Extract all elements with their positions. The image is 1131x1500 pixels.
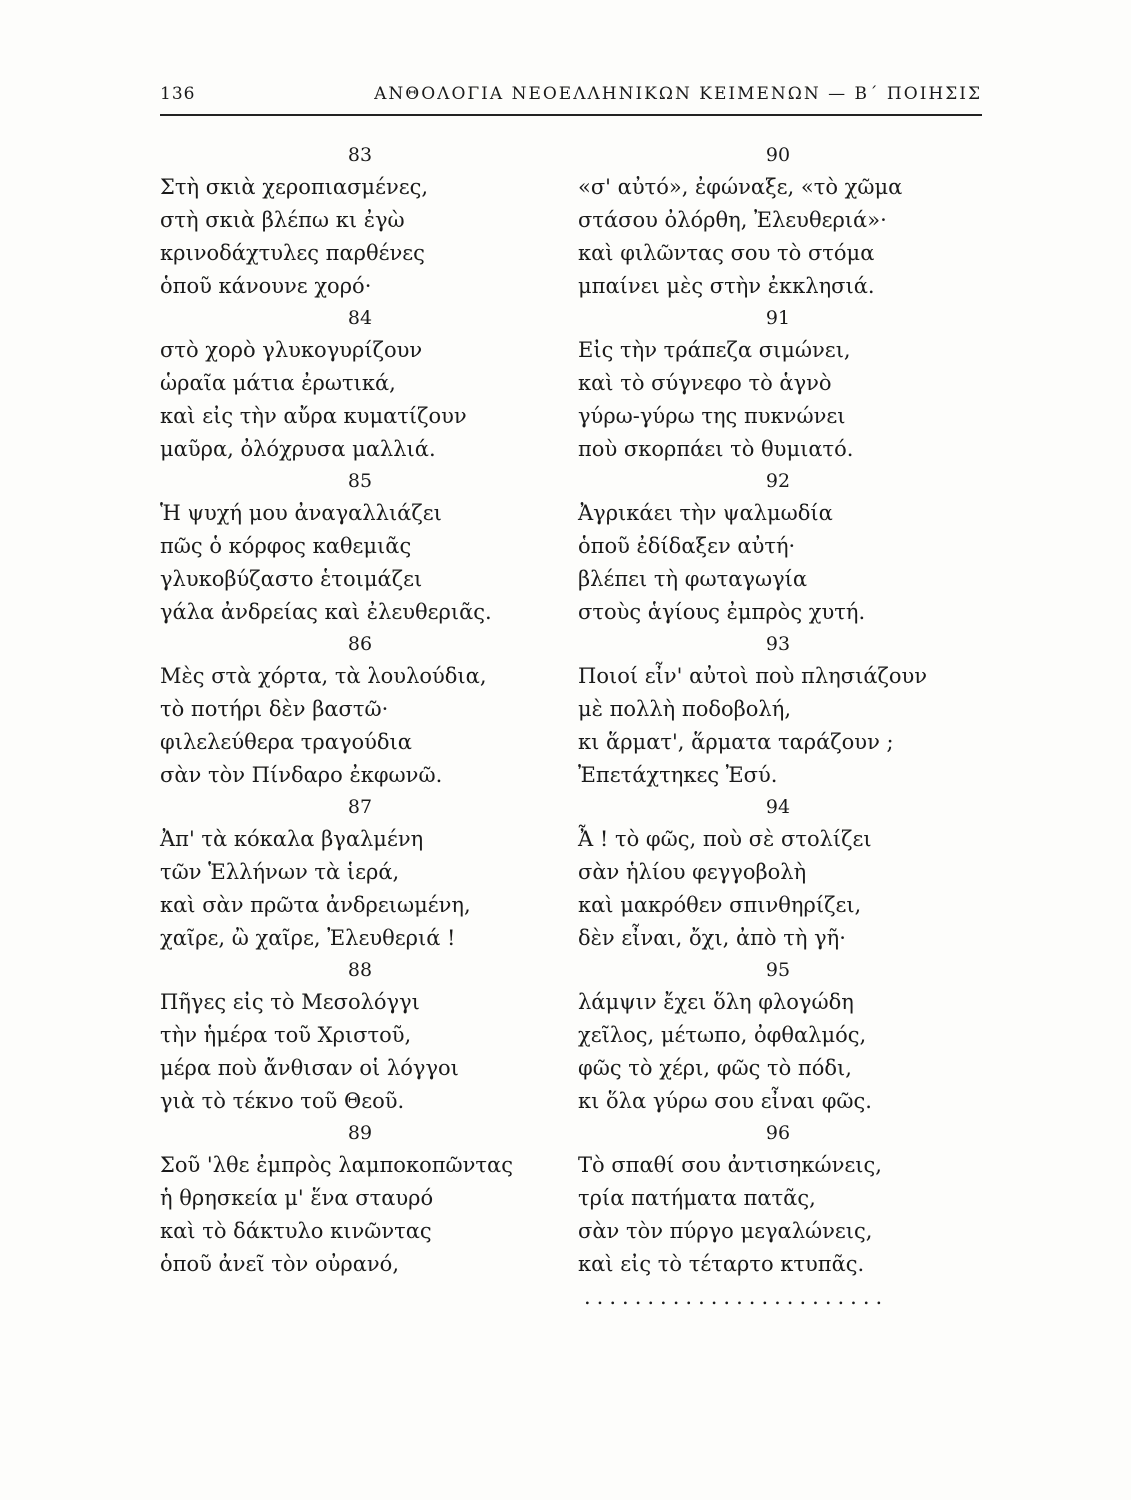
verse-line: ὡραῖα μάτια ἐρωτικά, bbox=[160, 371, 396, 395]
verse-line: καὶ φιλῶντας σου τὸ στόμα bbox=[578, 241, 875, 265]
verse-line: μπαίνει μὲς στὴν ἐκκλησιά. bbox=[578, 274, 875, 298]
ellipsis-line: ........................ bbox=[584, 1285, 889, 1309]
verse-line: γάλα ἀνδρείας καὶ ἐλευθεριᾶς. bbox=[160, 600, 492, 624]
stanza bbox=[578, 955, 968, 1118]
verse-line: Ἡ ψυχή μου ἀναγαλλιάζει bbox=[160, 501, 442, 525]
stanza-number: 86 bbox=[347, 633, 373, 655]
verse-line: κι ἅρματ', ἅρματα ταράζουν ; bbox=[578, 730, 894, 754]
verse-line: σὰν τὸν πύργο μεγαλώνεις, bbox=[578, 1219, 873, 1243]
verse-line: τὴν ἡμέρα τοῦ Χριστοῦ, bbox=[160, 1023, 412, 1047]
stanza bbox=[578, 466, 968, 629]
stanza-number: 91 bbox=[765, 307, 791, 329]
verse-line: φιλελεύθερα τραγούδια bbox=[160, 730, 412, 754]
verse-line: Εἰς τὴν τράπεζα σιμώνει, bbox=[578, 338, 851, 362]
stanza-number: 83 bbox=[347, 144, 373, 166]
stanza bbox=[578, 792, 968, 955]
verse-line: ὁποῦ ἐδίδαξεν αὐτή· bbox=[578, 534, 796, 558]
right-column bbox=[578, 140, 968, 1314]
verse-line: κι ὅλα γύρω σου εἶναι φῶς. bbox=[578, 1089, 872, 1113]
verse-line: χαῖρε, ὢ χαῖρε, Ἐλευθεριά ! bbox=[160, 926, 456, 950]
verse-line: γλυκοβύζαστο ἑτοιμάζει bbox=[160, 567, 423, 591]
verse-line: σὰν τὸν Πίνδαρο ἐκφωνῶ. bbox=[160, 763, 443, 787]
verse-line: Ἆ ! τὸ φῶς, ποὺ σὲ στολίζει bbox=[578, 827, 872, 851]
verse-line: καὶ εἰς τὴν αὔρα κυματίζουν bbox=[160, 404, 467, 428]
stanza bbox=[160, 792, 550, 955]
verse-line: στοὺς ἁγίους ἐμπρὸς χυτή. bbox=[578, 600, 866, 624]
verse-line: Πῆγες εἰς τὸ Μεσολόγγι bbox=[160, 990, 420, 1014]
stanza-number: 95 bbox=[765, 959, 791, 981]
verse-line: Σοῦ 'λθε ἐμπρὸς λαμποκοπῶντας bbox=[160, 1153, 513, 1177]
verse-line: μαῦρα, ὀλόχρυσα μαλλιά. bbox=[160, 437, 436, 461]
verse-line: Ἐπετάχτηκες Ἐσύ. bbox=[578, 763, 778, 787]
stanza bbox=[160, 303, 550, 466]
verse-line: ποὺ σκορπάει τὸ θυμιατό. bbox=[578, 437, 854, 461]
verse-line: καὶ τὸ σύγνεφο τὸ ἁγνὸ bbox=[578, 371, 832, 395]
running-head-title: ΑΝΘΟΛΟΓΙΑ ΝΕΟΕΛΛΗΝΙΚΩΝ ΚΕΙΜΕΝΩΝ — Β΄ ΠΟΙΗΣΙΣ bbox=[374, 84, 982, 104]
verse-line: στὸ χορὸ γλυκογυρίζουν bbox=[160, 338, 423, 362]
verse-line: κρινοδάχτυλες παρθένες bbox=[160, 241, 425, 265]
stanza-number: 89 bbox=[347, 1122, 373, 1144]
verse-line: χεῖλος, μέτωπο, ὀφθαλμός, bbox=[578, 1023, 867, 1047]
verse-line: δὲν εἶναι, ὄχι, ἀπὸ τὴ γῆ· bbox=[578, 926, 846, 950]
verse-line: «σ' αὐτό», ἐφώναξε, «τὸ χῶμα bbox=[578, 175, 903, 199]
stanza-number: 88 bbox=[347, 959, 373, 981]
verse-line: φῶς τὸ χέρι, φῶς τὸ πόδι, bbox=[578, 1056, 852, 1080]
verse-line: σὰν ἡλίου φεγγοβολὴ bbox=[578, 860, 807, 884]
stanza-number: 94 bbox=[765, 796, 791, 818]
stanza bbox=[160, 466, 550, 629]
verse-line: καὶ τὸ δάκτυλο κινῶντας bbox=[160, 1219, 432, 1243]
running-header bbox=[160, 78, 982, 116]
stanza-number: 84 bbox=[347, 307, 373, 329]
stanza bbox=[160, 140, 550, 303]
stanza-number: 93 bbox=[765, 633, 791, 655]
verse-line: πῶς ὁ κόρφος καθεμιᾶς bbox=[160, 534, 412, 558]
verse-line: καὶ σὰν πρῶτα ἀνδρειωμένη, bbox=[160, 893, 471, 917]
stanza-number: 90 bbox=[765, 144, 791, 166]
verse-line: λάμψιν ἔχει ὅλη φλογώδη bbox=[578, 990, 854, 1014]
verse-line: μὲ πολλὴ ποδοβολή, bbox=[578, 697, 791, 721]
verse-line: καὶ εἰς τὸ τέταρτο κτυπᾶς. bbox=[578, 1252, 865, 1276]
verse-line: βλέπει τὴ φωταγωγία bbox=[578, 567, 808, 591]
verse-line: ὁποῦ κάνουνε χορό· bbox=[160, 274, 372, 298]
stanza-number: 85 bbox=[347, 470, 373, 492]
verse-line: γύρω-γύρω της πυκνώνει bbox=[578, 404, 846, 428]
stanza bbox=[578, 140, 968, 303]
stanza-number: 92 bbox=[765, 470, 791, 492]
verse-line: τρία πατήματα πατᾶς, bbox=[578, 1186, 816, 1210]
verse-line: στὴ σκιὰ βλέπω κι ἐγὼ bbox=[160, 208, 405, 232]
verse-line: τῶν Ἑλλήνων τὰ ἱερά, bbox=[160, 860, 400, 884]
page-number: 136 bbox=[160, 84, 196, 104]
verse-line: γιὰ τὸ τέκνο τοῦ Θεοῦ. bbox=[160, 1089, 405, 1113]
verse-line: Τὸ σπαθί σου ἀντισηκώνεις, bbox=[578, 1153, 882, 1177]
verse-line: στάσου ὀλόρθη, Ἐλευθεριά»· bbox=[578, 208, 887, 232]
verse-line: ὁποῦ ἀνεῖ τὸν οὐρανό, bbox=[160, 1252, 399, 1276]
stanza bbox=[578, 303, 968, 466]
stanza bbox=[578, 629, 968, 792]
verse-line: Ἀγρικάει τὴν ψαλμωδία bbox=[578, 501, 833, 525]
verse-line: Ἀπ' τὰ κόκαλα βγαλμένη bbox=[160, 827, 424, 851]
verse-line: μέρα ποὺ ἄνθισαν οἱ λόγγοι bbox=[160, 1056, 459, 1080]
verse-line: ἡ θρησκεία μ' ἕνα σταυρό bbox=[160, 1186, 434, 1210]
verse-line: καὶ μακρόθεν σπινθηρίζει, bbox=[578, 893, 862, 917]
stanza-number: 96 bbox=[765, 1122, 791, 1144]
stanza-number: 87 bbox=[347, 796, 373, 818]
verse-line: Μὲς στὰ χόρτα, τὰ λουλούδια, bbox=[160, 664, 487, 688]
stanza bbox=[160, 955, 550, 1118]
verse-line: Στὴ σκιὰ χεροπιασμένες, bbox=[160, 175, 429, 199]
left-column bbox=[160, 140, 550, 1281]
stanza bbox=[160, 1118, 550, 1281]
stanza bbox=[160, 629, 550, 792]
verse-line: Ποιοί εἶν' αὐτοὶ ποὺ πλησιάζουν bbox=[578, 664, 928, 688]
stanza bbox=[578, 1118, 968, 1281]
verse-line: τὸ ποτήρι δὲν βαστῶ· bbox=[160, 697, 389, 721]
